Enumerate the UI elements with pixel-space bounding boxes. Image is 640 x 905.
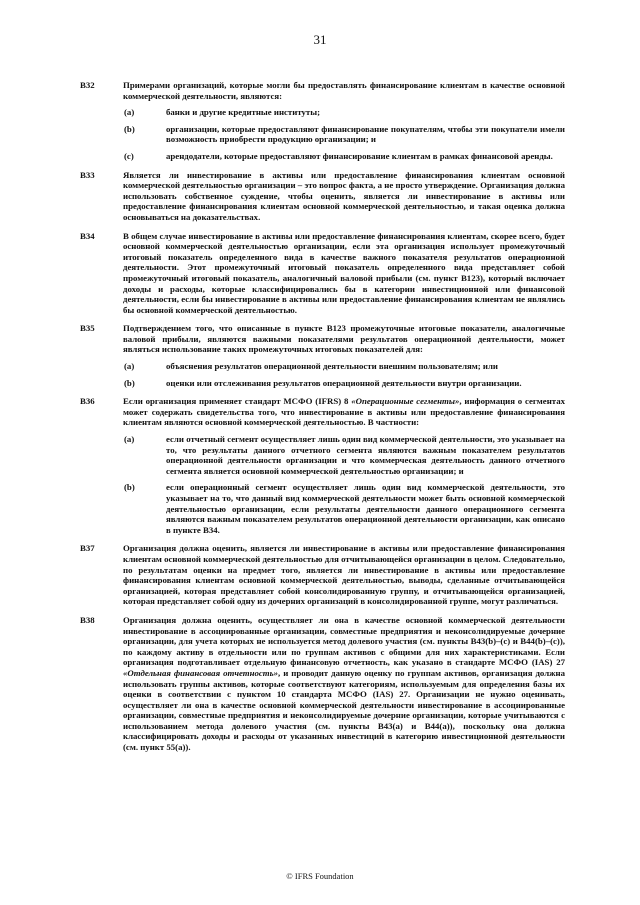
list-item-label: (b) [124, 123, 135, 134]
paragraph-b38 [0, 615, 640, 753]
text-run: Организация должна оценить, осуществляет ли она в качестве основной коммерческой деятельности инвестирование в ассоциированные организации, совместные предприятия и неконсолидируемые дочерние организации, для учета которых не используется метод долевого участия (см. пункты B43(b)–(c) и B44(b)–(c)), по каждому активу в отдельности или по группам активов с общими для них характеристиками. Если организация подготавливает отдельную финансовую отчетность, как указано в стандарте МСФО (IAS) 27 [123, 614, 565, 668]
standard-title: «Отдельная финансовая отчетность» [123, 667, 279, 678]
list-item-text: объяснения результатов операционной деятельности внешним пользователям; или [166, 361, 498, 372]
list-item-label: (a) [124, 107, 135, 118]
list-item [0, 151, 640, 162]
list-item-label: (b) [124, 377, 135, 388]
list-item [0, 361, 640, 372]
paragraph-number: B36 [80, 396, 95, 407]
paragraph-text [123, 615, 565, 753]
paragraph-text: Примерами организаций, которые могли бы предоставлять финансирование клиентам в качестве основной коммерческой деятельности, являются: [123, 80, 565, 101]
copyright-footer: © IFRS Foundation [286, 871, 354, 881]
paragraph-text: Организация должна оценить, является ли инвестирование в активы или предоставление финансирования клиентам основной коммерческой деятельностью для отчитывающейся организации в целом. Следовательно, по результатам оценки на предмет того, является ли инвестирование в активы или предоставление финансирования клиентам основной коммерческой деятельностью, выводы, сделанные отчитывающейся организацией, которая представляет собой консолидированную группу, и отчитывающейся организацией, которая представляет собой одну из дочерних организаций в консолидированной группе, могут различаться. [123, 543, 565, 607]
paragraph-number: B32 [80, 80, 95, 90]
paragraph-b37 [0, 543, 640, 607]
list-item-label: (a) [124, 361, 135, 372]
paragraph-b32 [0, 80, 640, 162]
list-item [0, 482, 640, 535]
paragraph-number: B33 [80, 169, 95, 180]
paragraph-text: Является ли инвестирование в активы или предоставление финансирования клиентам основной коммерческой деятельностью организации – это вопрос факта, а не просто утверждение. Организация должна использовать собственное суждение, чтобы оценить, является ли инвестирование в активы или предоставление финансирования клиентам основной коммерческой деятельностью, и такая оценка должна основываться на доказательствах. [123, 169, 565, 222]
paragraph-text [123, 396, 565, 428]
page-number: 31 [313, 32, 327, 47]
paragraph-b33 [0, 170, 640, 223]
page-content [0, 80, 640, 761]
list-item-text: арендодатели, которые предоставляют финансирование клиентам в рамках финансовой аренды. [166, 150, 553, 161]
standard-title: «Операционные сегменты» [351, 396, 460, 407]
list-item [0, 107, 640, 118]
paragraph-b34 [0, 231, 640, 316]
paragraph-number: B37 [80, 543, 95, 554]
list-item-text: если операционный сегмент осуществляет лишь один вид коммерческой деятельности, это указывает на то, что данный вид коммерческой деятельности может быть основной коммерческой деятельностью организации, если результаты деятельности данного операционного сегмента являются важным показателем результатов операционной деятельности организации, как описано в пункте B34. [166, 482, 565, 535]
paragraph-b36 [0, 396, 640, 535]
paragraph-number: B35 [80, 323, 95, 334]
text-run: , информация о сегментах может содержать свидетельства того, что инвестирование в активы или предоставление финансирования клиентам являются основной коммерческой деятельностью. В частности: [123, 396, 565, 428]
paragraph-b35 [0, 323, 640, 388]
list-item-label: (c) [124, 150, 134, 161]
paragraph-number: B38 [80, 614, 95, 625]
paragraph-number: B34 [80, 230, 95, 241]
list-item-label: (a) [124, 434, 135, 445]
paragraph-text: В общем случае инвестирование в активы или предоставление финансирования клиентам, скорее всего, будет основной коммерческой деятельностью организации, если эта организация использует промежуточный итоговый показатель определенного вида в качестве важного показателя результатов операционной деятельности. Этот промежуточный итоговый показатель определенного вида представляет собой промежуточный итоговый показатель, аналогичный валовой прибыли (см. пункт B123), который включает доходы и расходы, которые классифицировались бы в категории инвестиционной или финансовой деятельности, если бы инвестирование в активы или предоставление финансирования клиентам не являлись бы основной коммерческой деятельностью. [123, 230, 565, 315]
list-item [0, 124, 640, 145]
paragraph-text: Подтверждением того, что описанные в пункте B123 промежуточные итоговые показатели, аналогичные валовой прибыли, являются важными показателями результатов операционной деятельности, может являться использование таких промежуточных итоговых показателей для: [123, 323, 565, 355]
list-item-label: (b) [124, 482, 135, 493]
list-item-text: банки и другие кредитные институты; [166, 107, 321, 118]
text-run: Если организация применяет стандарт МСФО (IFRS) 8 [123, 396, 352, 407]
list-item-text: если отчетный сегмент осуществляет лишь один вид коммерческой деятельности, это указывает на то, что результаты данного отчетного сегмента являются важным показателем результатов операционной деятельности организации и что коммерческая деятельность данного отчетного сегмента является основной коммерческой деятельностью организации; и [166, 434, 565, 476]
list-item [0, 434, 640, 476]
list-item-text: оценки или отслеживания результатов операционной деятельности внутри организации. [166, 377, 522, 388]
list-item [0, 378, 640, 389]
list-item-text: организации, которые предоставляют финансирование покупателям, чтобы эти покупатели имели возможность приобрести продукцию организации; и [166, 123, 565, 145]
text-run: , и проводит данную оценку по группам активов, организация должна использовать группы активов, которые соответствуют категориям, используемым для определения базы их оценки в соответствии с пунктом 10 стандарта МСФО (IAS) 27. Организации не нужно оценивать, осуществляет ли она в качестве основной коммерческой деятельности инвестирование в ассоциированные организации, совместные предприятия и неконсолидируемые дочерние организации, которые учитываются с использованием метода долевого участия (см. пункты B43(a) и B44(a)), поскольку она должна классифицировать доходы и расходы от указанных инвестиций в категорию инвестиционной деятельности (см. пункт 55(a)). [123, 667, 565, 753]
